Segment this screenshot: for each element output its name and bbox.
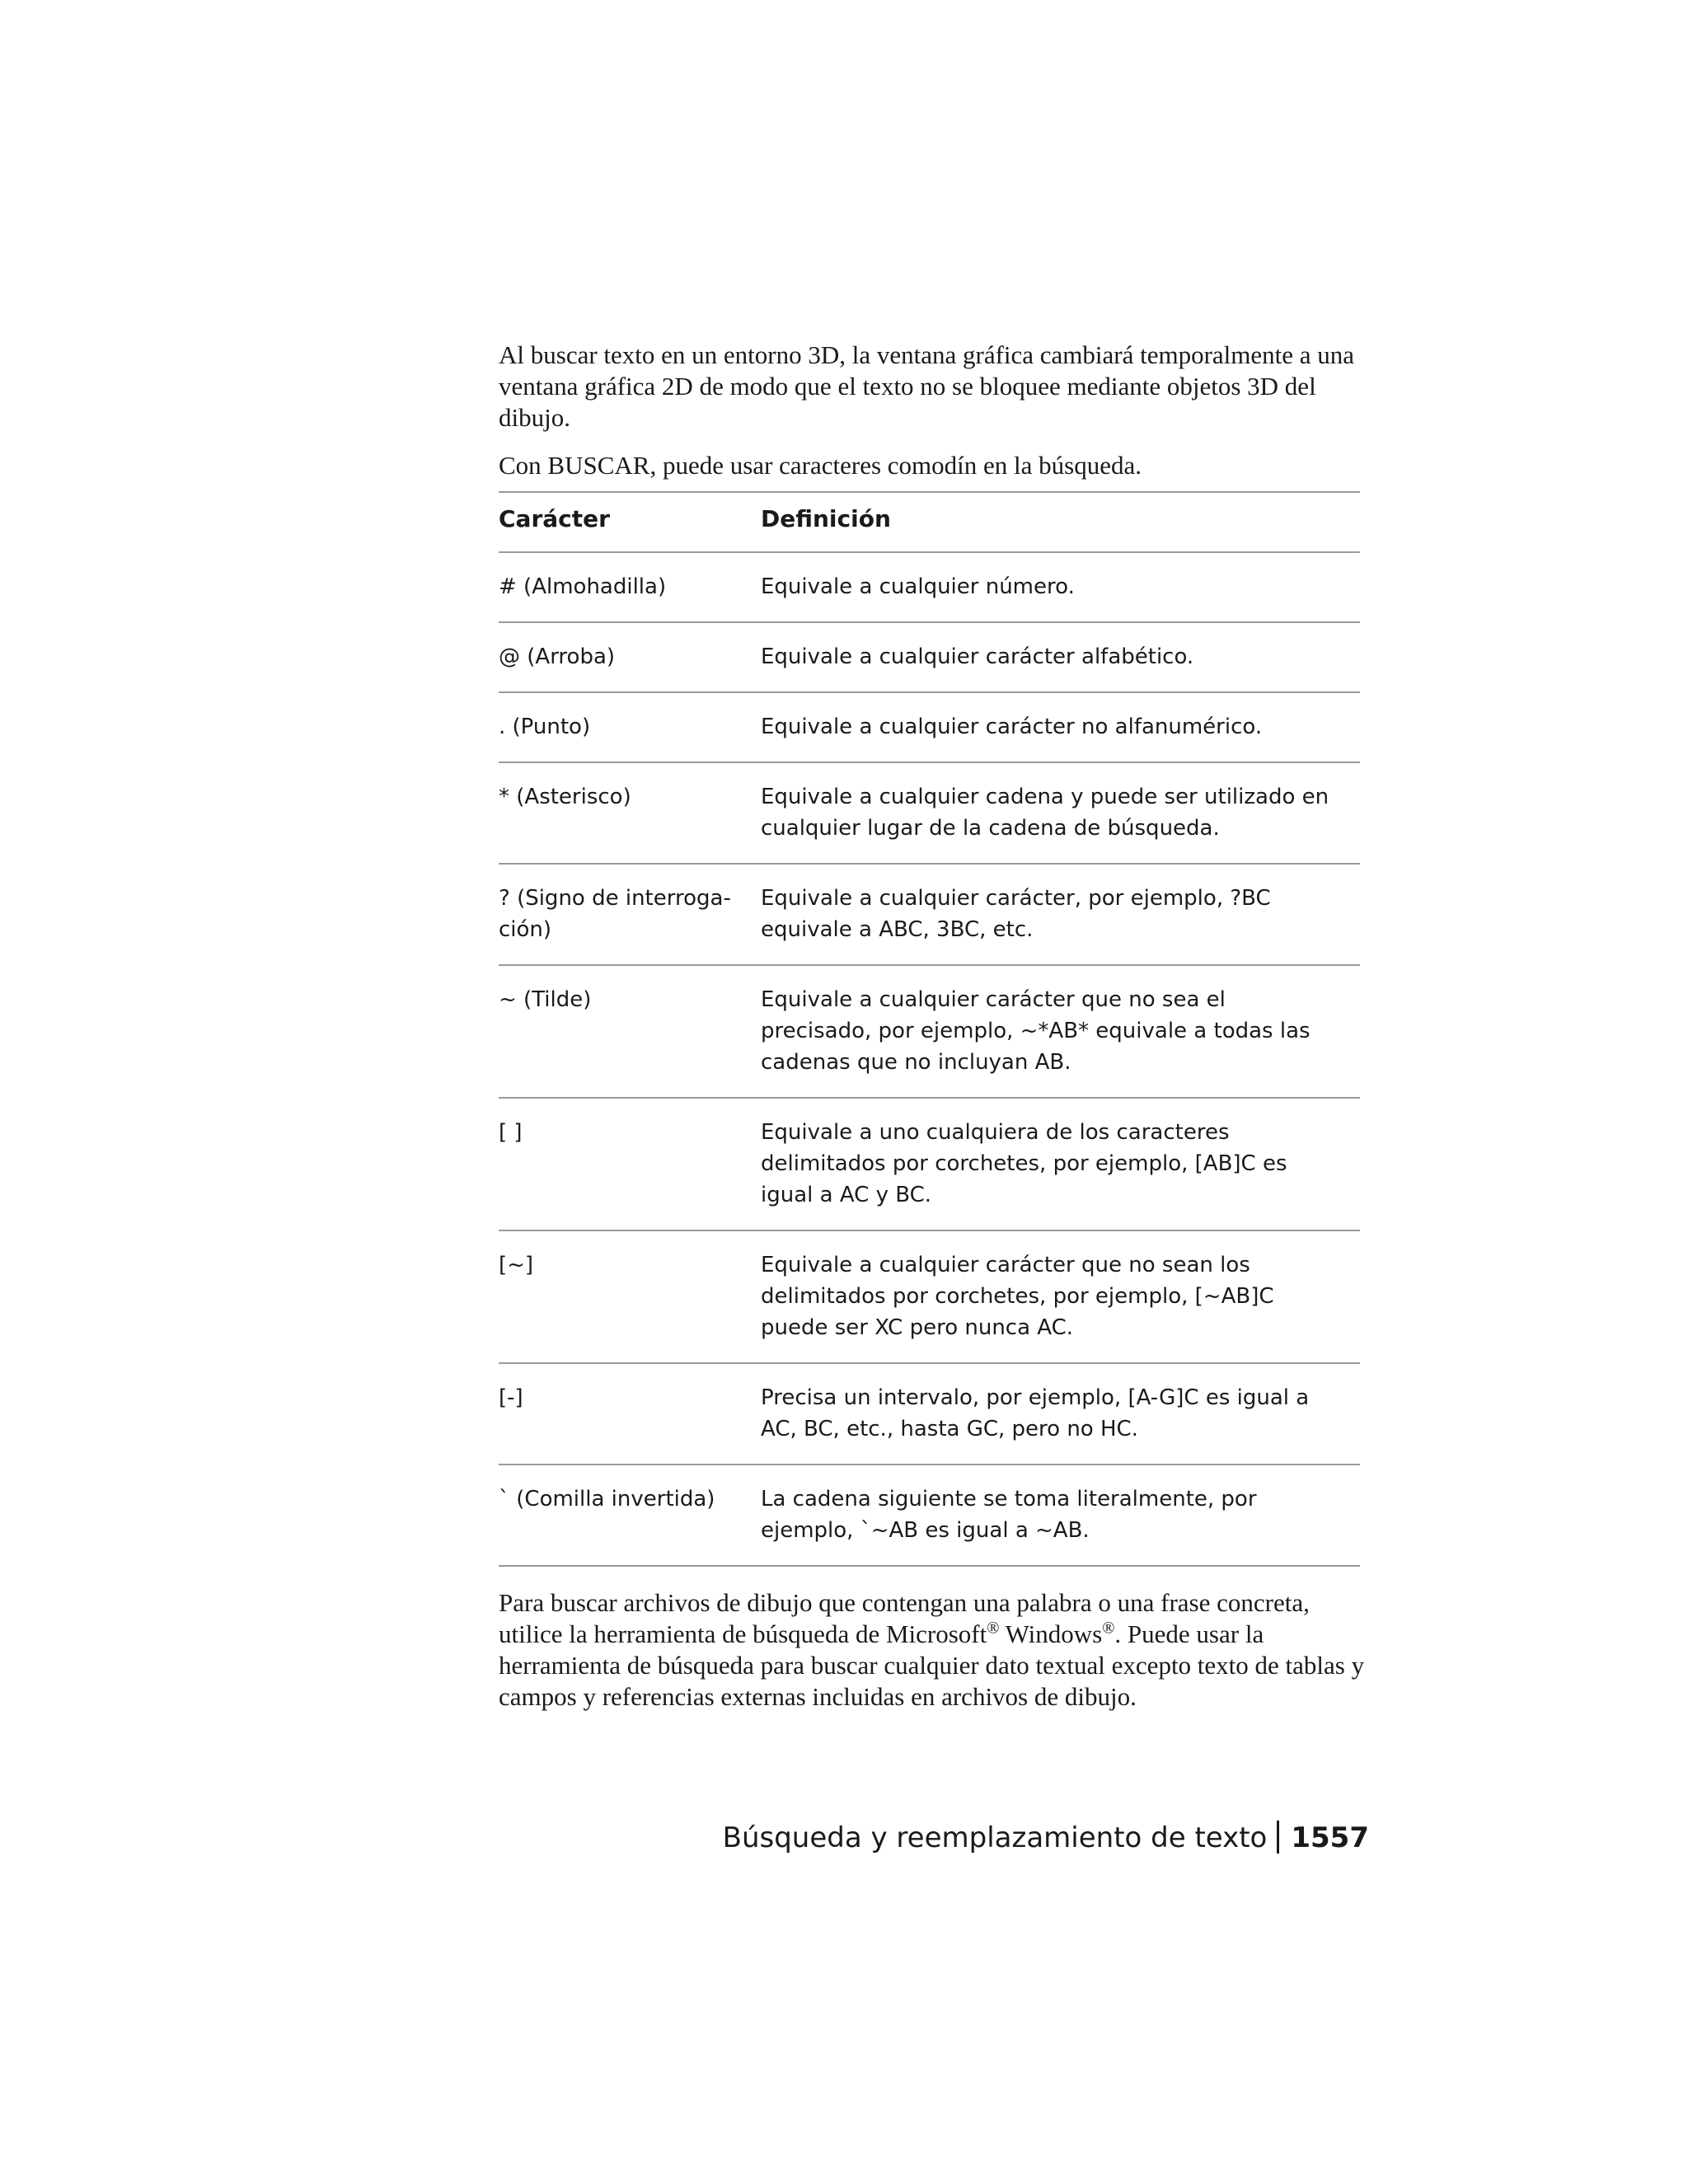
table-header-row [499, 492, 1360, 552]
table-row [499, 552, 1360, 622]
page-content [499, 340, 1372, 1713]
table-row [499, 1465, 1360, 1566]
footer-paragraph-part1: Para buscar archivos de dibujo que contengan una palabra o una frase concreta, utilice la herramienta de búsqueda de Microsoft [499, 1588, 1310, 1648]
row-definition: Equivale a cualquier número. [761, 552, 1360, 622]
row-definition: Equivale a cualquier carácter alfabético. [761, 622, 1360, 692]
row-character: ` (Comilla invertida) [499, 1465, 761, 1566]
table-row [499, 965, 1360, 1098]
table-row [499, 1363, 1360, 1465]
row-definition: Equivale a cualquier carácter que no sean los delimitados por corchetes, por ejemplo, [~AB]C puede ser XC pero nunca AC. [761, 1230, 1360, 1363]
row-character: [ ] [499, 1098, 761, 1230]
row-character: ? (Signo de interroga- ción) [499, 864, 761, 965]
row-definition: Equivale a cualquier carácter no alfanumérico. [761, 692, 1360, 762]
row-definition: La cadena siguiente se toma literalmente, por ejemplo, `~AB es igual a ~AB. [761, 1465, 1360, 1566]
row-definition: Equivale a cualquier cadena y puede ser utilizado en cualquier lugar de la cadena de búsqueda. [761, 762, 1360, 864]
table-row [499, 692, 1360, 762]
row-character: * (Asterisco) [499, 762, 761, 864]
registered-mark: ® [987, 1619, 1000, 1638]
row-definition: Equivale a cualquier carácter que no sea el precisado, por ejemplo, ~*AB* equivale a todas las cadenas que no incluyan AB. [761, 965, 1360, 1098]
intro-paragraph: Al buscar texto en un entorno 3D, la ventana gráfica cambiará temporalmente a una ventana gráfica 2D de modo que el texto no se bloquee mediante objetos 3D del dibujo. [499, 340, 1355, 432]
row-definition: Precisa un intervalo, por ejemplo, [A-G]C es igual a AC, BC, etc., hasta GC, pero no HC. [761, 1363, 1360, 1465]
header-character: Carácter [499, 492, 761, 552]
row-definition: Equivale a uno cualquiera de los caracteres delimitados por corchetes, por ejemplo, [AB]C es igual a AC y BC. [761, 1098, 1360, 1230]
row-definition: Equivale a cualquier carácter, por ejemplo, ?BC equivale a ABC, 3BC, etc. [761, 864, 1360, 965]
footer-paragraph-part2: Windows [999, 1619, 1103, 1648]
row-character: [~] [499, 1230, 761, 1363]
row-character: [-] [499, 1363, 761, 1465]
wildcard-table [499, 491, 1360, 1567]
table-row [499, 864, 1360, 965]
table-row [499, 622, 1360, 692]
wildcard-intro-paragraph: Con BUSCAR, puede usar caracteres comodín en la búsqueda. [499, 451, 1142, 480]
row-character: # (Almohadilla) [499, 552, 761, 622]
footer-separator [1277, 1821, 1279, 1854]
page-footer [723, 1820, 1369, 1856]
table-row [499, 1230, 1360, 1363]
page-number: 1557 [1291, 1821, 1369, 1854]
row-character: @ (Arroba) [499, 622, 761, 692]
row-character: ~ (Tilde) [499, 965, 761, 1098]
registered-mark: ® [1102, 1619, 1115, 1638]
row-character: . (Punto) [499, 692, 761, 762]
header-definition: Definición [761, 492, 1360, 552]
footer-section-title: Búsqueda y reemplazamiento de texto [722, 1821, 1268, 1854]
table-row [499, 762, 1360, 864]
footer-paragraph [499, 1587, 1372, 1713]
footer-paragraph-part3: . Puede usar la herramienta de búsqueda para buscar cualquier dato textual excepto texto de tablas y campos y referencias externas incluidas en archivos de dibujo. [499, 1619, 1365, 1711]
table-row [499, 1098, 1360, 1230]
